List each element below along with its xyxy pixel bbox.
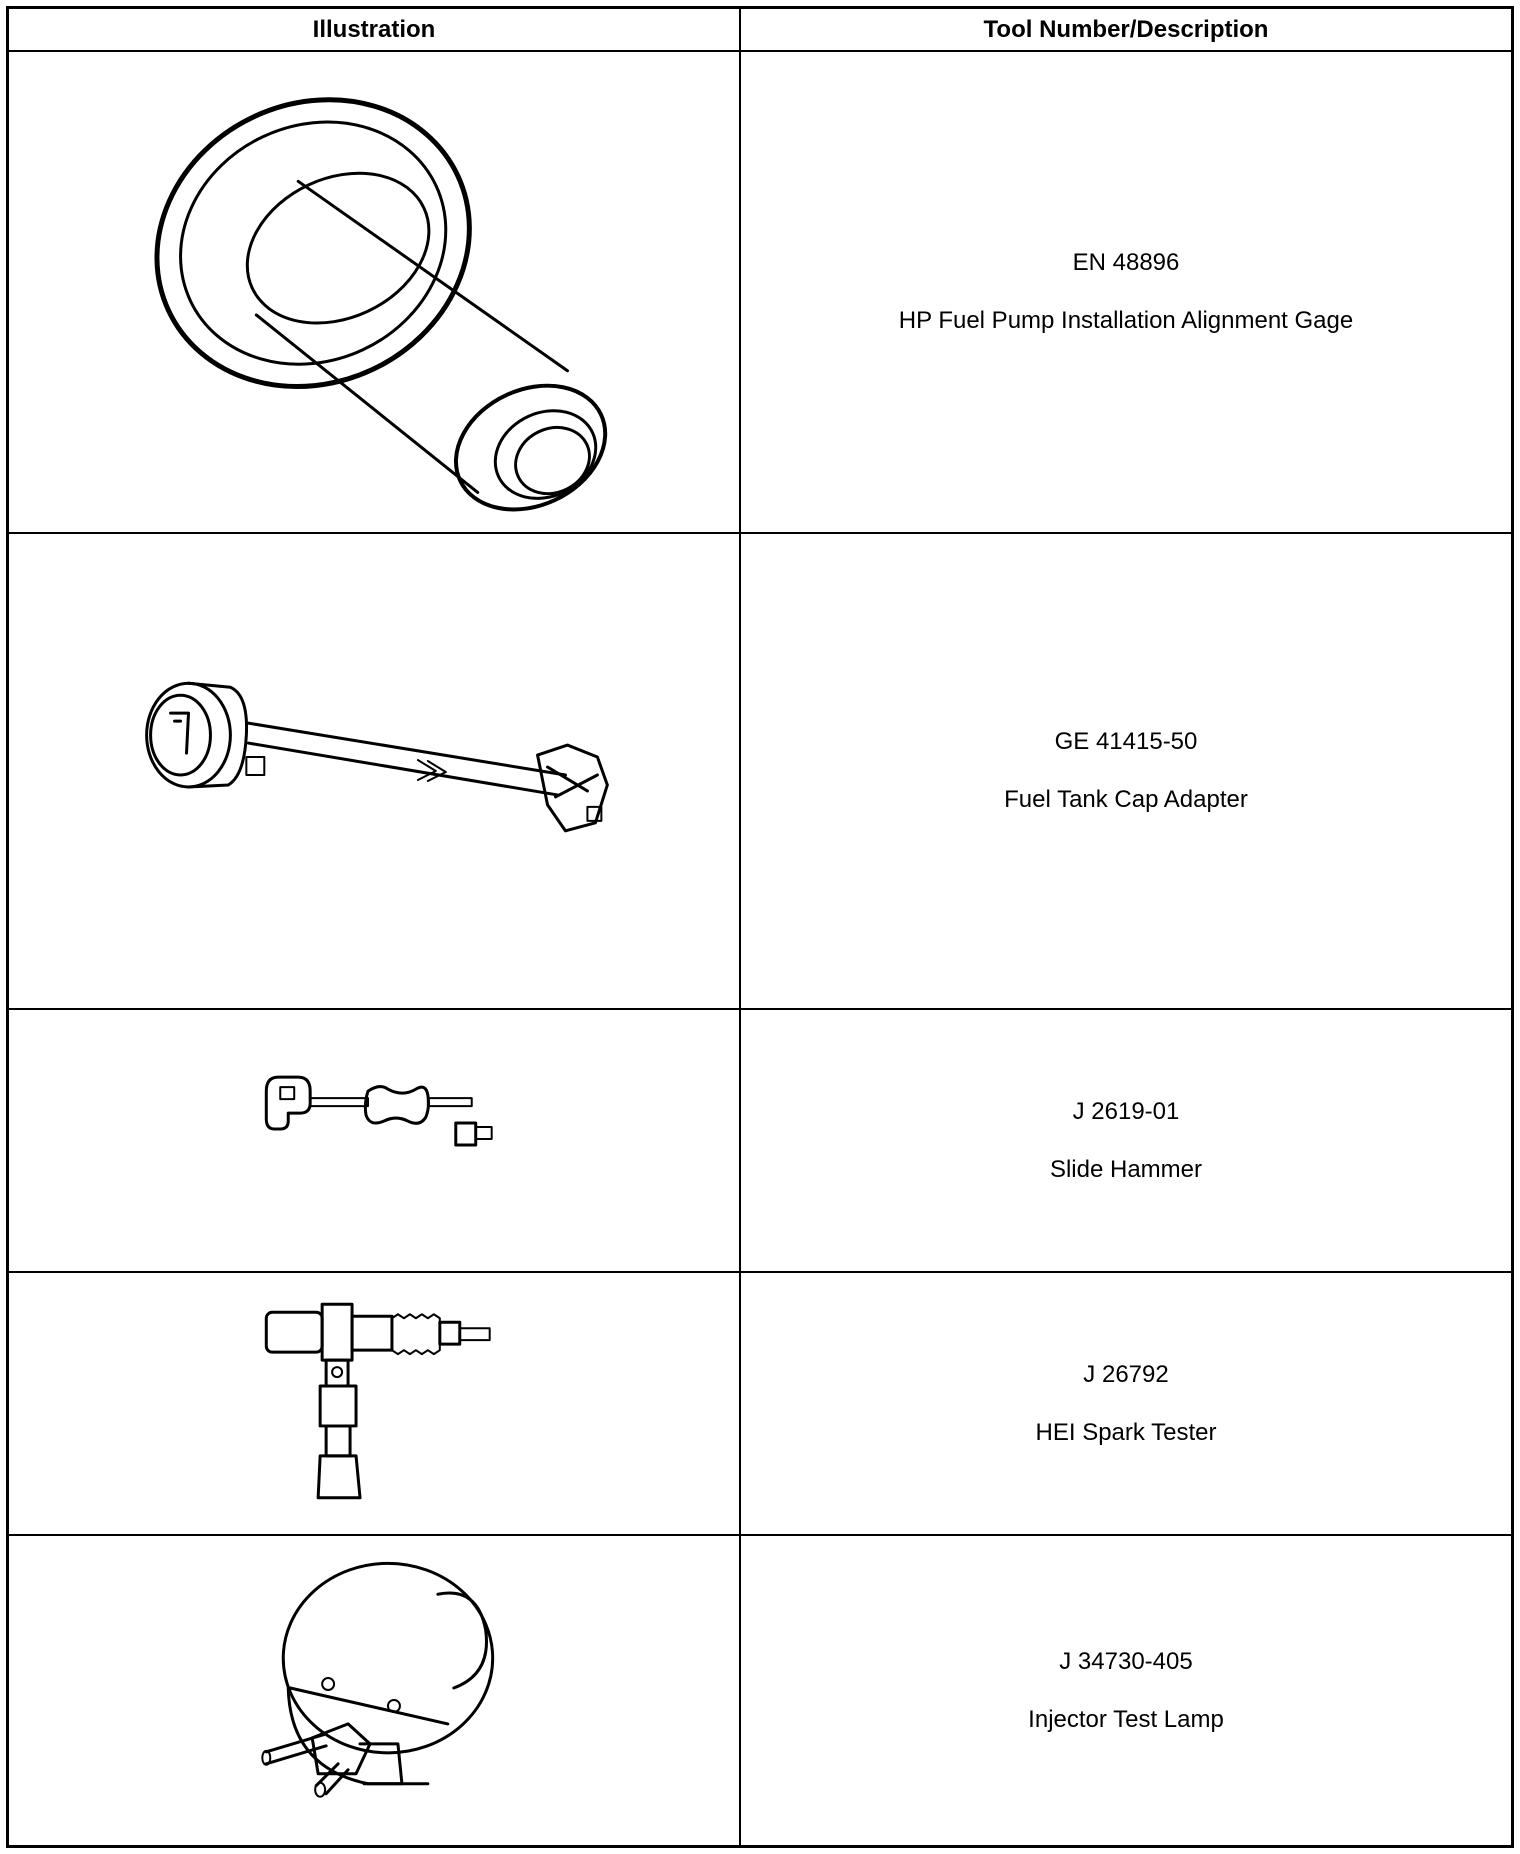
table-row [9,534,1511,1010]
tool-description: Slide Hammer [1049,1155,1203,1183]
description-cell [741,534,1511,1008]
tool-description: Injector Test Lamp [1028,1705,1224,1733]
header-tool-description: Tool Number/Description [983,15,1269,43]
illustration-cell [9,1536,741,1845]
spark-tester-icon [9,1274,739,1533]
illustration-cell [9,1273,741,1534]
tool-description: HP Fuel Pump Installation Alignment Gage [898,307,1354,334]
tool-number: J 26792 [1083,1360,1169,1388]
description-cell [741,1273,1511,1534]
test-lamp-icon [9,1538,739,1843]
tool-number: GE 41415-50 [1054,728,1198,755]
header-illustration: Illustration [9,9,741,50]
table-header-row [9,9,1511,52]
special-tools-table [6,6,1514,1848]
description-cell [741,52,1511,532]
table-row [9,1273,1511,1536]
description-cell [741,1536,1511,1845]
alignment-gage-icon [9,53,739,531]
illustration-cell [9,534,741,1008]
illustration-cell [9,1010,741,1271]
description-cell [741,1010,1511,1271]
table-row [9,1010,1511,1273]
table-row [9,52,1511,534]
cap-adapter-icon [9,535,739,1007]
tool-number: J 34730-405 [1059,1647,1193,1675]
tool-number: J 2619-01 [1072,1097,1180,1125]
slide-hammer-icon [9,1011,739,1270]
table-row [9,1536,1511,1845]
tool-description: Fuel Tank Cap Adapter [1004,786,1248,813]
tool-description: HEI Spark Tester [1035,1418,1217,1446]
illustration-cell [9,52,741,532]
tool-number: EN 48896 [1072,249,1180,276]
